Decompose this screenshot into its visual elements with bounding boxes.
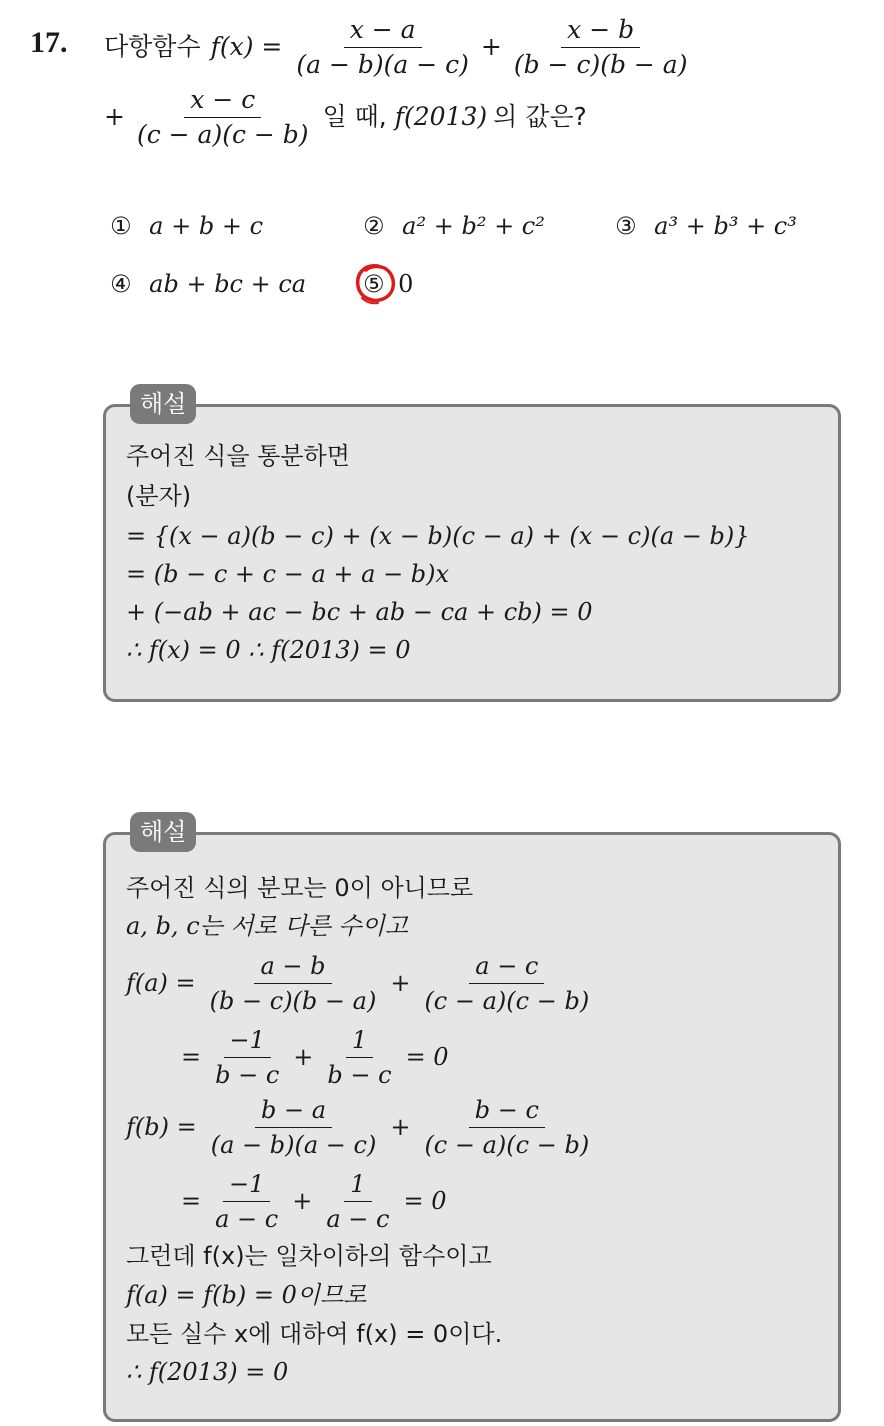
choice-2[interactable] [363, 212, 545, 240]
fa2-frac-1-den: b − c [215, 1060, 280, 1089]
fa2-frac-2 [321, 1025, 397, 1090]
sol2-line-6: ∴ f(2013) = 0 [126, 1358, 289, 1386]
term-3-denominator: (c − a)(c − b) [136, 119, 309, 149]
fa-frac-1 [204, 951, 383, 1016]
fb2-frac-1 [209, 1169, 284, 1234]
choice-2-expr: a² + b² + c² [402, 212, 545, 240]
problem-number: 17. [30, 26, 68, 59]
fb-frac-1-den: (a − b)(a − c) [210, 1130, 377, 1159]
sol1-line-1: 주어진 식을 통분하면 [126, 442, 350, 470]
fa2-frac-2-den: b − c [327, 1060, 392, 1089]
plus-sign: + [390, 1113, 411, 1141]
choice-4[interactable] [110, 270, 306, 298]
fb-frac-2-den: (c − a)(c − b) [424, 1130, 590, 1159]
term-3-numerator: x − c [184, 85, 261, 118]
fa2-frac-2-num: 1 [346, 1025, 373, 1058]
plus-sign: + [292, 1187, 313, 1215]
choice-1[interactable] [110, 212, 263, 240]
fb2-frac-1-den: a − c [215, 1204, 279, 1233]
solution-1-tag: 해설 [130, 384, 196, 424]
sol2-fa-row-2 [181, 1023, 449, 1091]
fx-label: f(x) = [210, 32, 283, 61]
choice-3-expr: a³ + b³ + c³ [654, 212, 797, 240]
term-1-fraction [290, 15, 475, 80]
choice-3[interactable] [615, 212, 797, 240]
term-2-numerator: x − b [561, 15, 640, 48]
sol2-fb-row-2 [181, 1167, 446, 1235]
fa-frac-1-den: (b − c)(b − a) [209, 986, 377, 1015]
sol2-line-2 [126, 911, 408, 941]
solution-2-tag: 해설 [130, 812, 196, 852]
problem-tail-f: f(2013) [394, 102, 488, 131]
fb2-frac-1-num: −1 [223, 1169, 270, 1202]
plus-sign: + [390, 969, 411, 997]
sol2-line-5: 모든 실수 x에 대하여 f(x) = 0이다. [126, 1320, 503, 1348]
sol1-line-2: (분자) [126, 482, 192, 510]
fb-frac-2 [418, 1095, 595, 1160]
fb2-frac-2-den: a − c [326, 1204, 390, 1233]
choice-1-mark: ① [110, 212, 132, 240]
fb-frac-1-num: b − a [255, 1095, 332, 1128]
fa2-frac-1-num: −1 [224, 1025, 271, 1058]
eq-zero: = 0 [405, 1043, 449, 1071]
fb-frac-1 [205, 1095, 383, 1160]
fb2-frac-2 [320, 1169, 395, 1234]
problem-line-1 [104, 12, 693, 82]
fa2-frac-1 [209, 1025, 285, 1090]
fb2-frac-2-num: 1 [344, 1169, 371, 1202]
term-2-fraction [508, 15, 694, 80]
problem-tail-a: 일 때, [322, 102, 387, 131]
term-1-denominator: (a − b)(a − c) [296, 49, 469, 79]
fb-lhs: f(b) = [126, 1113, 197, 1141]
sol2-line-2-text: a, b, c는 서로 다른 수이고 [126, 912, 408, 940]
solution-box-1 [103, 404, 841, 702]
choice-4-mark: ④ [110, 270, 132, 298]
sol1-line-5: + (−ab + ac − bc + ab − ca + cb) = 0 [126, 598, 593, 626]
sol1-line-4: = (b − c + c − a + a − b)x [126, 560, 450, 588]
sol1-line-6: ∴ f(x) = 0 ∴ f(2013) = 0 [126, 636, 411, 664]
answer-circle-mark [352, 260, 400, 308]
sol2-line-3: 그런데 f(x)는 일차이하의 함수이고 [126, 1242, 492, 1270]
sol2-fa-row [126, 949, 595, 1017]
sol2-fb-row [126, 1093, 595, 1161]
choice-5-mark: ⑤ [363, 270, 385, 298]
sol2-line-4: f(a) = f(b) = 0이므로 [126, 1281, 367, 1309]
plus-sign: + [480, 32, 502, 61]
choice-4-expr: ab + bc + ca [149, 270, 307, 298]
plus-sign: + [104, 102, 125, 131]
term-1-numerator: x − a [344, 15, 422, 48]
eq-sign: = [181, 1187, 202, 1215]
solution-box-2 [103, 832, 841, 1422]
fa-frac-1-num: a − b [254, 951, 331, 984]
choice-5-expr: 0 [398, 270, 414, 298]
fa-lhs: f(a) = [126, 969, 196, 997]
problem-line-2 [104, 82, 587, 152]
choice-1-expr: a + b + c [149, 212, 264, 240]
term-2-denominator: (b − c)(b − a) [513, 49, 688, 79]
term-3-fraction [131, 85, 315, 150]
fa-frac-2-num: a − c [469, 951, 544, 984]
choice-3-mark: ③ [615, 212, 637, 240]
sol1-line-3: = {(x − a)(b − c) + (x − b)(c − a) + (x − c)(a − b)} [126, 522, 750, 550]
eq-sign: = [181, 1043, 202, 1071]
problem-intro: 다항함수 [104, 32, 201, 61]
plus-sign: + [293, 1043, 314, 1071]
problem-tail-b: 의 값은? [493, 102, 587, 131]
eq-zero: = 0 [403, 1187, 447, 1215]
sol2-line-1: 주어진 식의 분모는 0이 아니므로 [126, 874, 474, 902]
fa-frac-2 [418, 951, 595, 1016]
fa-frac-2-den: (c − a)(c − b) [424, 986, 590, 1015]
choice-2-mark: ② [363, 212, 385, 240]
fb-frac-2-num: b − c [469, 1095, 545, 1128]
